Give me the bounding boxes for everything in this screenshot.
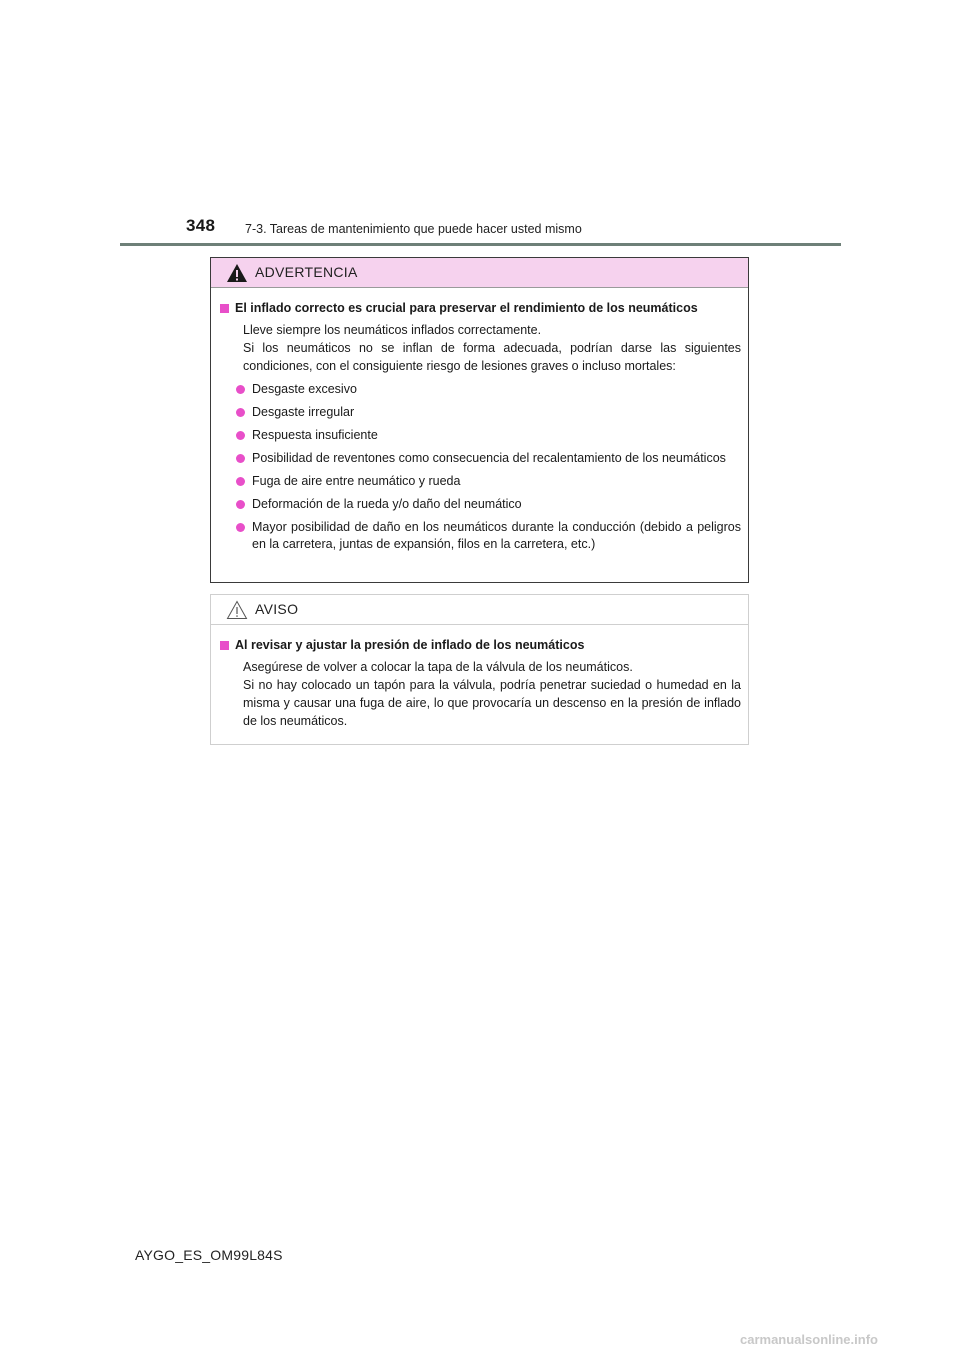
square-bullet-icon	[220, 641, 229, 650]
circle-bullet-icon	[236, 523, 245, 532]
notice-paragraph-1: Asegúrese de volver a colocar la tapa de la válvula de los neumáticos.	[243, 660, 633, 674]
list-item: Deformación de la rueda y/o daño del neumático	[236, 496, 741, 513]
list-item: Respuesta insuficiente	[236, 427, 741, 444]
warning-paragraph-2: Si los neumáticos no se inflan de forma adecuada, podrían darse las siguientes condiciones, con el consiguiente riesgo de lesiones graves o incluso mortales:	[243, 341, 741, 373]
circle-bullet-icon	[236, 408, 245, 417]
circle-bullet-icon	[236, 431, 245, 440]
warning-paragraph-1: Lleve siempre los neumáticos inflados correctamente.	[243, 323, 542, 337]
list-item: Posibilidad de reventones como consecuencia del recalentamiento de los neumáticos	[236, 450, 741, 467]
notice-heading-text: Al revisar y ajustar la presión de inflado de los neumáticos	[235, 638, 585, 652]
list-item: Mayor posibilidad de daño en los neumáticos durante la conducción (debido a peligros en la carretera, juntas de expansión, filos en la carretera, etc.)	[236, 519, 741, 553]
notice-box	[210, 594, 749, 745]
circle-bullet-icon	[236, 385, 245, 394]
document-code: AYGO_ES_OM99L84S	[135, 1247, 283, 1263]
warning-header	[211, 258, 748, 288]
warning-heading	[219, 300, 741, 317]
watermark: carmanualsonline.info	[740, 1332, 878, 1347]
notice-label: AVISO	[255, 601, 299, 617]
notice-paragraph-2: Si no hay colocado un tapón para la válvula, podría penetrar suciedad o humedad en la misma y causar una fuga de aire, lo que provocaría un descenso en la presión de inflado de los neumáticos.	[243, 678, 741, 728]
notice-body	[211, 625, 748, 730]
circle-bullet-icon	[236, 500, 245, 509]
notice-heading	[219, 637, 741, 654]
page-number: 348	[186, 216, 216, 235]
list-item: Fuga de aire entre neumático y rueda	[236, 473, 741, 490]
warning-box	[210, 257, 749, 583]
warning-body	[211, 288, 748, 553]
warning-label: ADVERTENCIA	[255, 264, 358, 280]
warning-triangle-filled-icon	[226, 263, 248, 283]
notice-header	[211, 595, 748, 625]
list-item: Desgaste irregular	[236, 404, 741, 421]
header-rule	[120, 243, 841, 246]
warning-list	[219, 381, 741, 553]
square-bullet-icon	[220, 304, 229, 313]
circle-bullet-icon	[236, 454, 245, 463]
warning-triangle-outline-icon	[226, 600, 248, 620]
section-title: 7-3. Tareas de mantenimiento que puede hacer usted mismo	[245, 222, 582, 236]
list-item: Desgaste excesivo	[236, 381, 741, 398]
warning-heading-text: El inflado correcto es crucial para preservar el rendimiento de los neumáticos	[235, 301, 698, 315]
circle-bullet-icon	[236, 477, 245, 486]
